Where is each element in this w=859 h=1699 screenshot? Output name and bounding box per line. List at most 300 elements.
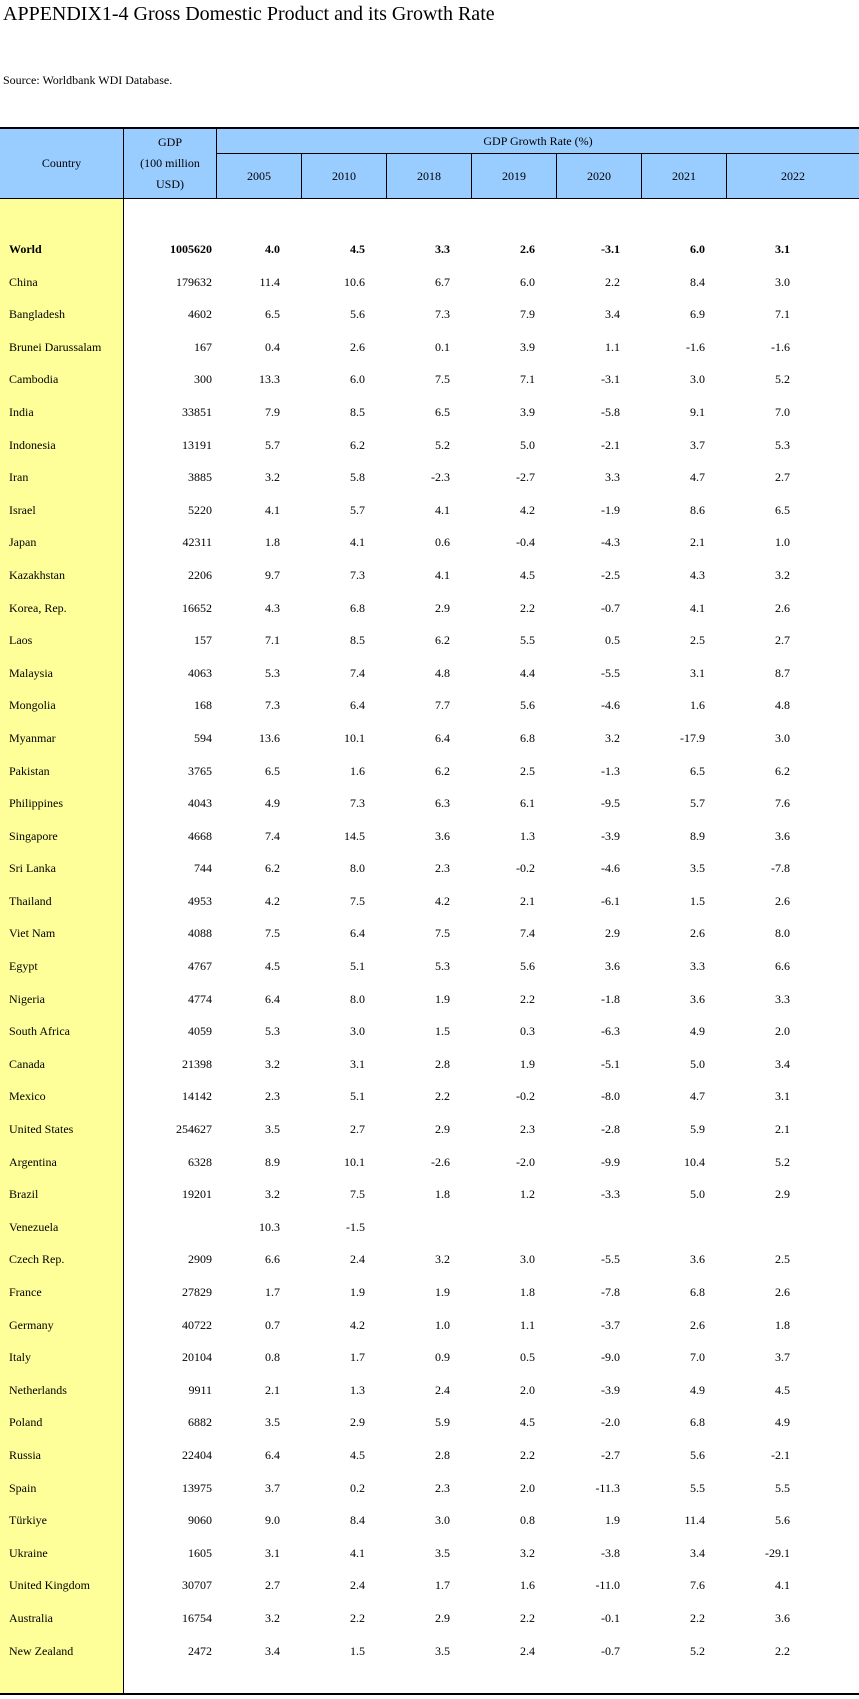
- growth-rate-value: 2.7: [265, 1578, 280, 1593]
- growth-rate-value: 3.3: [605, 470, 620, 485]
- growth-rate-value: 4.1: [265, 502, 280, 517]
- growth-rate-value: 5.9: [690, 1122, 705, 1137]
- growth-rate-value: 1.9: [435, 1285, 450, 1299]
- growth-rate-value: 3.6: [435, 828, 450, 843]
- growth-rate-value: 2.7: [350, 1122, 365, 1137]
- growth-rate-value: 8.9: [690, 828, 705, 843]
- gdp-value: 27829: [182, 1285, 212, 1299]
- table-row: [0, 1211, 859, 1244]
- growth-rate-value: 3.7: [690, 437, 705, 452]
- growth-rate-value: 3.7: [265, 1480, 280, 1495]
- country-name: Korea, Rep.: [9, 600, 67, 615]
- growth-rate-value: 5.6: [775, 1513, 790, 1528]
- header-growth-rate: [217, 129, 859, 154]
- header-growth-label: GDP Growth Rate (%): [483, 133, 593, 148]
- country-name: New Zealand: [9, 1643, 74, 1658]
- table-row: [0, 429, 859, 462]
- growth-rate-value: 0.5: [605, 633, 620, 648]
- growth-rate-value: 6.5: [265, 763, 280, 778]
- growth-rate-value: 7.3: [265, 698, 280, 713]
- growth-rate-value: 6.2: [265, 861, 280, 876]
- table-row: [0, 722, 859, 755]
- table-row: [0, 624, 859, 657]
- gdp-value: 13975: [182, 1480, 212, 1495]
- gdp-value: 42311: [182, 535, 212, 550]
- growth-rate-value: 5.7: [350, 502, 365, 517]
- growth-rate-value: 2.2: [605, 274, 620, 289]
- growth-rate-value: 5.8: [350, 470, 365, 485]
- growth-rate-value: 4.5: [350, 242, 365, 256]
- growth-rate-value: 4.3: [690, 567, 705, 582]
- country-name: World: [9, 242, 42, 256]
- growth-rate-value: 2.1: [690, 535, 705, 550]
- growth-rate-value: 7.3: [350, 567, 365, 582]
- country-name: Brunei Darussalam: [9, 339, 102, 354]
- growth-rate-value: 4.8: [435, 665, 450, 680]
- header-bottom-rule: [0, 198, 859, 199]
- country-name: Myanmar: [9, 730, 56, 745]
- growth-rate-value: 1.9: [435, 991, 450, 1006]
- growth-rate-value: 6.8: [520, 730, 535, 745]
- growth-rate-value: 3.0: [775, 274, 790, 289]
- growth-rate-value: 6.4: [265, 1447, 280, 1462]
- growth-rate-value: 6.5: [690, 763, 705, 778]
- growth-rate-value: 3.2: [265, 1610, 280, 1625]
- growth-rate-value: 5.3: [435, 959, 450, 974]
- gdp-value: 19201: [182, 1187, 212, 1202]
- year-header-cell: 2022: [781, 168, 805, 183]
- growth-rate-value: 2.3: [520, 1122, 535, 1137]
- gdp-value: 168: [194, 698, 212, 713]
- growth-rate-value: 1.5: [350, 1643, 365, 1658]
- growth-rate-value: 8.5: [350, 633, 365, 648]
- growth-rate-value: -11.0: [595, 1578, 620, 1593]
- table-row: [0, 1635, 859, 1668]
- country-name: Türkiye: [9, 1513, 47, 1528]
- country-name: Nigeria: [9, 991, 45, 1006]
- gdp-value: 744: [194, 861, 212, 876]
- header-country: [0, 129, 124, 198]
- growth-rate-value: 3.2: [265, 1187, 280, 1202]
- growth-rate-value: -2.0: [516, 1154, 535, 1169]
- growth-rate-value: 4.9: [265, 796, 280, 811]
- country-name: Viet Nam: [9, 926, 56, 941]
- table-row: [0, 1504, 859, 1537]
- growth-rate-value: 0.5: [520, 1350, 535, 1365]
- gdp-value: 16652: [182, 600, 212, 615]
- growth-rate-value: -5.1: [601, 1056, 620, 1071]
- table-row: [0, 526, 859, 559]
- header-country-label: Country: [41, 156, 82, 170]
- table-row: [0, 787, 859, 820]
- growth-rate-value: 2.7: [775, 633, 790, 648]
- growth-rate-value: -9.0: [601, 1350, 620, 1365]
- growth-rate-value: 5.2: [775, 372, 790, 387]
- country-name: Bangladesh: [9, 307, 65, 322]
- growth-rate-value: 1.2: [520, 1187, 535, 1202]
- growth-rate-value: 4.5: [265, 959, 280, 974]
- growth-rate-value: 3.9: [520, 404, 535, 419]
- growth-rate-value: 2.6: [520, 242, 535, 256]
- growth-rate-value: 5.2: [690, 1643, 705, 1658]
- growth-rate-value: 8.0: [775, 926, 790, 941]
- growth-rate-value: 10.3: [259, 1219, 280, 1234]
- growth-rate-value: -2.3: [431, 470, 450, 485]
- growth-rate-value: 7.5: [350, 1187, 365, 1202]
- growth-rate-value: 6.9: [690, 307, 705, 322]
- growth-rate-value: 6.4: [350, 698, 365, 713]
- country-name: Russia: [9, 1447, 42, 1462]
- growth-rate-value: 10.6: [344, 274, 365, 289]
- growth-rate-value: 14.5: [344, 828, 365, 843]
- growth-rate-value: 3.6: [690, 1252, 705, 1267]
- table-row: [0, 363, 859, 396]
- growth-rate-value: 7.7: [435, 698, 450, 713]
- table-row: [0, 1146, 859, 1179]
- growth-rate-value: 0.3: [520, 1024, 535, 1039]
- growth-rate-value: 6.8: [690, 1285, 705, 1299]
- table-row: [0, 1015, 859, 1048]
- growth-rate-value: -1.6: [771, 339, 790, 354]
- growth-rate-value: -0.7: [601, 600, 620, 615]
- growth-rate-value: 2.2: [435, 1089, 450, 1104]
- gdp-value: 179632: [176, 274, 212, 289]
- growth-rate-value: 6.2: [435, 763, 450, 778]
- growth-rate-value: 2.5: [520, 763, 535, 778]
- growth-rate-value: 2.2: [520, 1447, 535, 1462]
- country-name: Canada: [9, 1056, 45, 1071]
- growth-rate-value: -3.3: [601, 1187, 620, 1202]
- growth-rate-value: 2.9: [775, 1187, 790, 1202]
- gdp-value: 4059: [188, 1024, 212, 1039]
- growth-rate-value: 7.0: [775, 404, 790, 419]
- table-row: [0, 1569, 859, 1602]
- growth-rate-value: 1.1: [520, 1317, 535, 1332]
- growth-rate-value: 10.1: [344, 730, 365, 745]
- growth-rate-value: 0.2: [350, 1480, 365, 1495]
- growth-rate-value: 13.3: [259, 372, 280, 387]
- growth-rate-value: 7.6: [690, 1578, 705, 1593]
- gdp-value: 20104: [182, 1350, 212, 1365]
- country-name: Philippines: [9, 796, 64, 811]
- growth-rate-value: 6.8: [350, 600, 365, 615]
- growth-rate-value: 6.0: [350, 372, 365, 387]
- year-header-cell: 2019: [472, 154, 557, 198]
- growth-rate-value: 1.1: [605, 339, 620, 354]
- country-name: Pakistan: [9, 763, 50, 778]
- table-row: [0, 1406, 859, 1439]
- growth-rate-value: 5.2: [775, 1154, 790, 1169]
- growth-rate-value: 7.6: [775, 796, 790, 811]
- growth-rate-value: 6.7: [435, 274, 450, 289]
- growth-rate-value: -1.6: [686, 339, 705, 354]
- growth-rate-value: 1.5: [435, 1024, 450, 1039]
- growth-rate-value: 2.3: [435, 861, 450, 876]
- growth-rate-value: 7.5: [350, 893, 365, 908]
- data-table-body: [0, 233, 859, 1667]
- table-row: [0, 1309, 859, 1342]
- table-row: [0, 1276, 859, 1309]
- growth-rate-value: 1.7: [350, 1350, 365, 1365]
- country-name: Mongolia: [9, 698, 56, 713]
- growth-rate-value: 4.2: [435, 893, 450, 908]
- growth-rate-value: 4.2: [350, 1317, 365, 1332]
- growth-rate-value: -2.1: [771, 1447, 790, 1462]
- table-row: [0, 1439, 859, 1472]
- gdp-value: 2909: [188, 1252, 212, 1267]
- growth-rate-value: 3.2: [265, 470, 280, 485]
- growth-rate-value: 7.3: [350, 796, 365, 811]
- growth-rate-value: -3.8: [601, 1545, 620, 1560]
- growth-rate-value: 3.0: [690, 372, 705, 387]
- growth-rate-value: 3.0: [350, 1024, 365, 1039]
- country-name: Singapore: [9, 828, 58, 843]
- growth-rate-value: 2.4: [350, 1578, 365, 1593]
- growth-rate-value: -3.1: [601, 372, 620, 387]
- gdp-value: 4602: [188, 307, 212, 322]
- country-name: Italy: [9, 1350, 31, 1365]
- growth-rate-value: 5.5: [520, 633, 535, 648]
- growth-rate-value: 4.9: [775, 1415, 790, 1430]
- header-gdp: [124, 129, 217, 198]
- growth-rate-value: 2.4: [350, 1252, 365, 1267]
- gdp-value: 40722: [182, 1317, 212, 1332]
- growth-rate-value: -1.8: [601, 991, 620, 1006]
- growth-rate-value: 0.1: [435, 339, 450, 354]
- growth-rate-value: 7.5: [265, 926, 280, 941]
- growth-rate-value: 7.9: [520, 307, 535, 322]
- growth-rate-value: -5.5: [601, 665, 620, 680]
- growth-rate-value: 6.6: [775, 959, 790, 974]
- growth-rate-value: -29.1: [765, 1545, 790, 1560]
- gdp-value: 6328: [188, 1154, 212, 1169]
- growth-rate-value: -2.0: [601, 1415, 620, 1430]
- table-row: [0, 885, 859, 918]
- growth-rate-value: 8.4: [350, 1513, 365, 1528]
- growth-rate-value: 8.0: [350, 861, 365, 876]
- growth-rate-value: 0.7: [265, 1317, 280, 1332]
- country-name: Netherlands: [9, 1382, 67, 1397]
- gdp-value: 157: [194, 633, 212, 648]
- growth-rate-value: -1.3: [601, 763, 620, 778]
- growth-rate-value: 5.5: [775, 1480, 790, 1495]
- growth-rate-value: 4.1: [435, 567, 450, 582]
- growth-rate-value: -1.9: [601, 502, 620, 517]
- table-row: [0, 917, 859, 950]
- gdp-value: 14142: [182, 1089, 212, 1104]
- growth-rate-value: 11.4: [259, 274, 280, 289]
- growth-rate-value: 6.2: [775, 763, 790, 778]
- country-name: India: [9, 404, 34, 419]
- growth-rate-value: 4.3: [265, 600, 280, 615]
- growth-rate-value: -2.8: [601, 1122, 620, 1137]
- growth-rate-value: 3.3: [435, 242, 450, 256]
- growth-rate-value: 6.4: [265, 991, 280, 1006]
- growth-rate-value: 3.6: [690, 991, 705, 1006]
- growth-rate-value: -3.1: [601, 242, 620, 256]
- growth-rate-value: -1.5: [346, 1219, 365, 1234]
- growth-rate-value: 2.7: [775, 470, 790, 485]
- gdp-value: 2472: [188, 1643, 212, 1658]
- growth-rate-value: 5.5: [690, 1480, 705, 1495]
- growth-rate-value: 7.9: [265, 404, 280, 419]
- growth-rate-value: 11.4: [684, 1513, 705, 1528]
- growth-rate-value: 2.9: [435, 1610, 450, 1625]
- table-row: [0, 559, 859, 592]
- gdp-value: 4088: [188, 926, 212, 941]
- growth-rate-value: -2.7: [516, 470, 535, 485]
- table-row: [0, 852, 859, 885]
- country-name: Australia: [9, 1610, 53, 1625]
- growth-rate-value: 5.0: [690, 1187, 705, 1202]
- growth-rate-value: -2.6: [431, 1154, 450, 1169]
- growth-rate-value: 6.6: [265, 1252, 280, 1267]
- growth-rate-value: 3.4: [265, 1643, 280, 1658]
- growth-rate-value: 6.4: [350, 926, 365, 941]
- growth-rate-value: 6.0: [520, 274, 535, 289]
- growth-rate-value: 7.4: [520, 926, 535, 941]
- growth-rate-value: 9.0: [265, 1513, 280, 1528]
- table-bottom-rule: [0, 1693, 859, 1695]
- growth-rate-value: 9.7: [265, 567, 280, 582]
- growth-rate-value: 5.2: [435, 437, 450, 452]
- gdp-value: 9060: [188, 1513, 212, 1528]
- growth-rate-value: -4.6: [601, 861, 620, 876]
- growth-rate-value: 4.0: [265, 242, 280, 256]
- country-name: South Africa: [9, 1024, 70, 1039]
- gdp-value: 30707: [182, 1578, 212, 1593]
- table-row: [0, 1080, 859, 1113]
- country-name: Cambodia: [9, 372, 59, 387]
- growth-rate-value: 6.8: [690, 1415, 705, 1430]
- growth-rate-value: 2.6: [350, 339, 365, 354]
- gdp-value: 6882: [188, 1415, 212, 1430]
- gdp-value: 4774: [188, 991, 212, 1006]
- country-name: Israel: [9, 502, 36, 517]
- country-name: Kazakhstan: [9, 567, 65, 582]
- growth-rate-value: -7.8: [601, 1285, 620, 1299]
- growth-rate-value: 13.6: [259, 730, 280, 745]
- growth-rate-value: 4.2: [520, 502, 535, 517]
- growth-rate-value: 3.9: [520, 339, 535, 354]
- growth-rate-value: 3.6: [775, 828, 790, 843]
- growth-rate-value: 3.5: [435, 1545, 450, 1560]
- growth-rate-value: 4.8: [775, 698, 790, 713]
- country-name: Germany: [9, 1317, 54, 1332]
- table-row: [0, 331, 859, 364]
- growth-rate-value: -2.5: [601, 567, 620, 582]
- gdp-value: 9911: [188, 1382, 212, 1397]
- growth-rate-value: 5.0: [520, 437, 535, 452]
- country-name: Spain: [9, 1480, 37, 1495]
- growth-rate-value: 2.3: [265, 1089, 280, 1104]
- growth-rate-value: 7.5: [435, 372, 450, 387]
- country-name: Mexico: [9, 1089, 46, 1104]
- growth-rate-value: 2.6: [690, 926, 705, 941]
- growth-rate-value: 7.4: [350, 665, 365, 680]
- growth-rate-value: -0.2: [516, 1089, 535, 1104]
- growth-rate-value: -6.3: [601, 1024, 620, 1039]
- growth-rate-value: 8.6: [690, 502, 705, 517]
- gdp-value: 1605: [188, 1545, 212, 1560]
- year-header-cell: 2018: [387, 154, 472, 198]
- growth-rate-value: 4.1: [435, 502, 450, 517]
- year-header-cell: 2010: [302, 154, 387, 198]
- gdp-value: 4767: [188, 959, 212, 974]
- growth-rate-value: 1.5: [690, 893, 705, 908]
- table-row: [0, 657, 859, 690]
- growth-rate-value: 1.7: [435, 1578, 450, 1593]
- growth-rate-value: 2.4: [435, 1382, 450, 1397]
- growth-rate-value: 3.1: [775, 242, 790, 256]
- growth-rate-value: 6.1: [520, 796, 535, 811]
- gdp-value: 33851: [182, 404, 212, 419]
- country-name: United States: [9, 1122, 74, 1137]
- growth-rate-value: 4.9: [690, 1382, 705, 1397]
- table-row: [0, 494, 859, 527]
- gdp-value: 1005620: [170, 242, 212, 256]
- growth-rate-value: 2.2: [775, 1643, 790, 1658]
- growth-rate-value: 4.5: [520, 1415, 535, 1430]
- gdp-value: 4063: [188, 665, 212, 680]
- growth-rate-value: -4.6: [601, 698, 620, 713]
- table-row: [0, 233, 859, 266]
- growth-rate-value: 8.0: [350, 991, 365, 1006]
- growth-rate-value: 5.1: [350, 959, 365, 974]
- country-name: France: [9, 1285, 42, 1299]
- growth-rate-value: 1.0: [435, 1317, 450, 1332]
- growth-rate-value: -7.8: [771, 861, 790, 876]
- growth-rate-value: 5.1: [350, 1089, 365, 1104]
- growth-rate-value: 3.3: [775, 991, 790, 1006]
- growth-rate-value: 4.5: [520, 567, 535, 582]
- growth-rate-value: 7.3: [435, 307, 450, 322]
- gdp-value: 3765: [188, 763, 212, 778]
- growth-rate-value: 2.9: [435, 600, 450, 615]
- growth-rate-value: 4.1: [775, 1578, 790, 1593]
- country-name: Japan: [9, 535, 37, 550]
- gdp-value: 4668: [188, 828, 212, 843]
- year-header-row: [217, 154, 859, 198]
- growth-rate-value: 4.7: [690, 1089, 705, 1104]
- growth-rate-value: 9.1: [690, 404, 705, 419]
- growth-rate-value: 6.0: [690, 242, 705, 256]
- gdp-value: 3885: [188, 470, 212, 485]
- growth-rate-value: 5.6: [350, 307, 365, 322]
- table-row: [0, 1243, 859, 1276]
- growth-rate-value: -0.2: [516, 861, 535, 876]
- growth-rate-value: 4.2: [265, 893, 280, 908]
- growth-rate-value: 2.6: [775, 600, 790, 615]
- growth-rate-value: 6.3: [435, 796, 450, 811]
- country-name: Poland: [9, 1415, 43, 1430]
- growth-rate-value: -0.4: [516, 535, 535, 550]
- table-row: [0, 689, 859, 722]
- header-gdp-line1: GDP: [157, 135, 182, 149]
- growth-rate-value: 2.8: [435, 1056, 450, 1071]
- table-row: [0, 1472, 859, 1505]
- growth-rate-value: 1.3: [520, 828, 535, 843]
- growth-rate-value: 2.2: [520, 1610, 535, 1625]
- growth-rate-value: 3.0: [520, 1252, 535, 1267]
- growth-rate-value: 8.4: [690, 274, 705, 289]
- growth-rate-value: -3.7: [601, 1317, 620, 1332]
- growth-rate-value: 1.8: [520, 1285, 535, 1299]
- growth-rate-value: 3.0: [435, 1513, 450, 1528]
- header-gdp-line2: (100 million: [140, 156, 200, 170]
- growth-rate-value: 2.6: [775, 893, 790, 908]
- growth-rate-value: 3.2: [775, 567, 790, 582]
